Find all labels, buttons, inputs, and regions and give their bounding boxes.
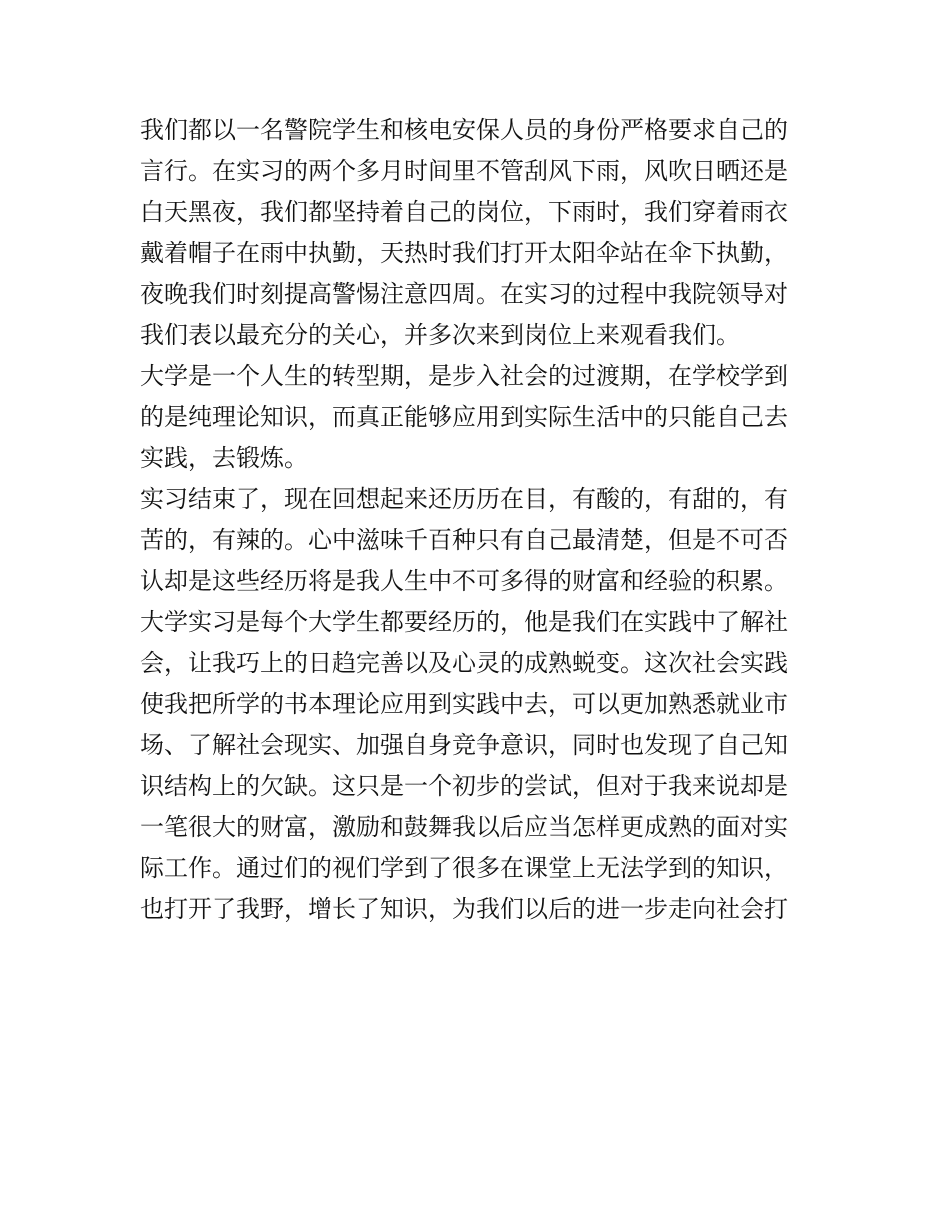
text-line: 我们都以一名警院学生和核电安保人员的身份严格要求自己的 [140,116,788,144]
body-text [140,110,812,930]
text-line: 戴着帽子在雨中执勤，天热时我们打开太阳伞站在伞下执勤， [140,239,788,267]
text-line: 夜晚我们时刻提高警惕注意四周。在实习的过程中我院领导对 [140,280,788,308]
text-line: 也打开了我野，增长了知识，为我们以后的进一步走向社会打 [140,895,788,923]
text-line: 我们表以最充分的关心，并多次来到岗位上来观看我们。 [140,321,740,349]
text-line: 会，让我巧上的日趋完善以及心灵的成熟蜕变。这次社会实践 [140,649,788,677]
text-line: 场、了解社会现实、加强自身竞争意识，同时也发现了自己知 [140,731,788,759]
text-line: 大学实习是每个大学生都要经历的，他是我们在实践中了解社 [140,608,788,636]
text-line: 实习结束了，现在回想起来还历历在目，有酸的，有甜的，有 [140,485,788,513]
text-line: 使我把所学的书本理论应用到实践中去，可以更加熟悉就业市 [140,690,788,718]
text-line: 大学是一个人生的转型期，是步入社会的过渡期，在学校学到 [140,362,788,390]
text-line: 一笔很大的财富，激励和鼓舞我以后应当怎样更成熟的面对实 [140,813,788,841]
text-line: 认却是这些经历将是我人生中不可多得的财富和经验的积累。 [140,567,788,595]
text-line: 识结构上的欠缺。这只是一个初步的尝试，但对于我来说却是 [140,772,788,800]
text-line: 白天黑夜，我们都坚持着自己的岗位，下雨时，我们穿着雨衣 [140,198,788,226]
text-line: 苦的，有辣的。心中滋味千百种只有自己最清楚，但是不可否 [140,526,788,554]
text-line: 的是纯理论知识，而真正能够应用到实际生活中的只能自己去 [140,403,788,431]
text-line: 实践，去锻炼。 [140,444,308,472]
text-line: 言行。在实习的两个多月时间里不管刮风下雨，风吹日晒还是 [140,157,788,185]
text-line: 际工作。通过们的视们学到了很多在课堂上无法学到的知识， [140,854,788,882]
